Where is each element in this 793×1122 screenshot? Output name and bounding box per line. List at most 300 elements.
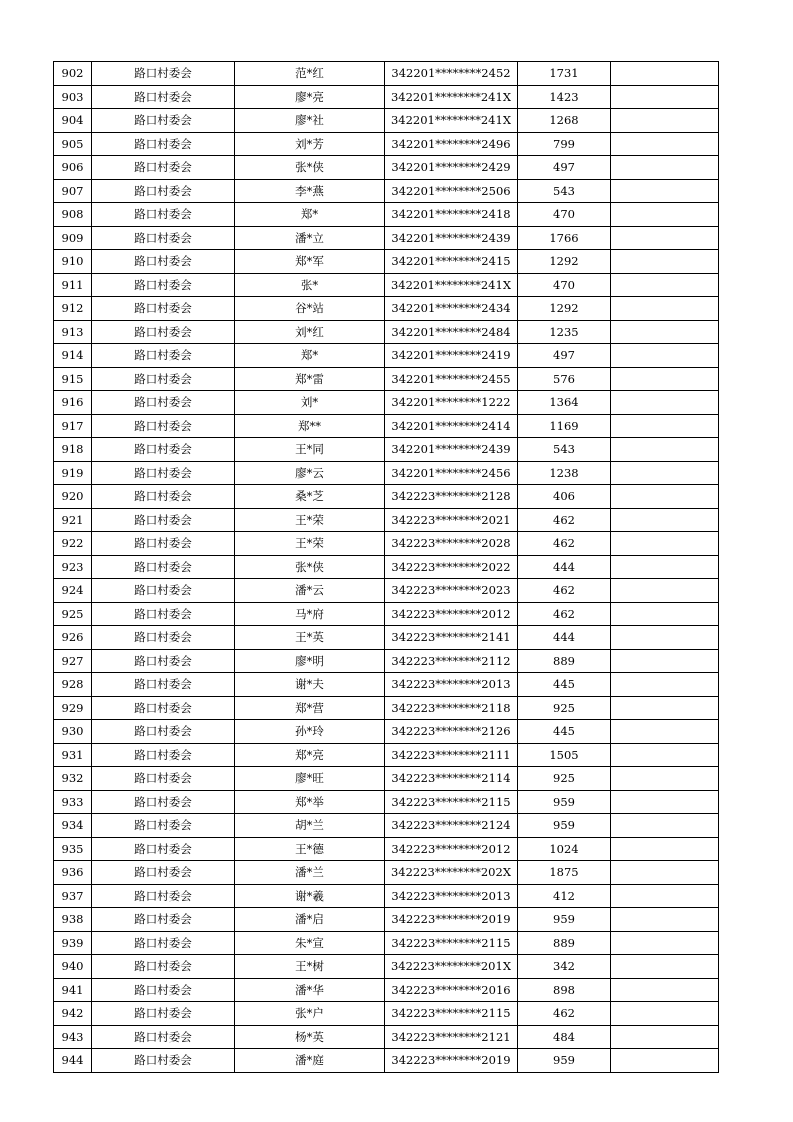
village-committee-cell: 路口村委会 xyxy=(92,978,235,1002)
row-number-cell: 911 xyxy=(54,273,92,297)
id-number-cell: 342223********2128 xyxy=(385,485,518,509)
table-row xyxy=(54,508,719,532)
table-row xyxy=(54,320,719,344)
row-number-cell: 932 xyxy=(54,767,92,791)
table-row xyxy=(54,931,719,955)
amount-cell: 1292 xyxy=(518,250,611,274)
remark-cell xyxy=(611,861,719,885)
person-name-cell: 桑*芝 xyxy=(235,485,385,509)
amount-cell: 925 xyxy=(518,767,611,791)
id-number-cell: 342223********2013 xyxy=(385,884,518,908)
id-number-cell: 342223********2115 xyxy=(385,931,518,955)
village-committee-cell: 路口村委会 xyxy=(92,85,235,109)
person-name-cell: 廖*明 xyxy=(235,649,385,673)
village-committee-cell: 路口村委会 xyxy=(92,555,235,579)
village-committee-cell: 路口村委会 xyxy=(92,508,235,532)
person-name-cell: 马*府 xyxy=(235,602,385,626)
row-number-cell: 905 xyxy=(54,132,92,156)
person-name-cell: 潘*兰 xyxy=(235,861,385,885)
table-row xyxy=(54,767,719,791)
id-number-cell: 342223********2019 xyxy=(385,908,518,932)
person-name-cell: 廖*旺 xyxy=(235,767,385,791)
person-name-cell: 王*英 xyxy=(235,626,385,650)
village-committee-cell: 路口村委会 xyxy=(92,132,235,156)
village-committee-cell: 路口村委会 xyxy=(92,837,235,861)
remark-cell xyxy=(611,367,719,391)
row-number-cell: 927 xyxy=(54,649,92,673)
remark-cell xyxy=(611,720,719,744)
id-number-cell: 342223********2012 xyxy=(385,837,518,861)
table-row xyxy=(54,555,719,579)
remark-cell xyxy=(611,62,719,86)
remark-cell xyxy=(611,109,719,133)
row-number-cell: 908 xyxy=(54,203,92,227)
table-row xyxy=(54,132,719,156)
person-name-cell: 王*荣 xyxy=(235,532,385,556)
id-number-cell: 342201********241X xyxy=(385,109,518,133)
table-row xyxy=(54,62,719,86)
amount-cell: 444 xyxy=(518,626,611,650)
amount-cell: 1505 xyxy=(518,743,611,767)
remark-cell xyxy=(611,532,719,556)
person-name-cell: 张* xyxy=(235,273,385,297)
row-number-cell: 940 xyxy=(54,955,92,979)
amount-cell: 1238 xyxy=(518,461,611,485)
row-number-cell: 928 xyxy=(54,673,92,697)
village-committee-cell: 路口村委会 xyxy=(92,461,235,485)
person-name-cell: 张*侠 xyxy=(235,156,385,180)
remark-cell xyxy=(611,1002,719,1026)
remark-cell xyxy=(611,696,719,720)
amount-cell: 445 xyxy=(518,720,611,744)
id-number-cell: 342201********2455 xyxy=(385,367,518,391)
remark-cell xyxy=(611,414,719,438)
amount-cell: 889 xyxy=(518,649,611,673)
row-number-cell: 943 xyxy=(54,1025,92,1049)
table-row xyxy=(54,1025,719,1049)
id-number-cell: 342223********2115 xyxy=(385,790,518,814)
person-name-cell: 刘*红 xyxy=(235,320,385,344)
table-row xyxy=(54,250,719,274)
amount-cell: 444 xyxy=(518,555,611,579)
person-name-cell: 廖*亮 xyxy=(235,85,385,109)
id-number-cell: 342201********2484 xyxy=(385,320,518,344)
village-committee-cell: 路口村委会 xyxy=(92,367,235,391)
remark-cell xyxy=(611,85,719,109)
table-row xyxy=(54,109,719,133)
table-row xyxy=(54,579,719,603)
table-row xyxy=(54,203,719,227)
village-committee-cell: 路口村委会 xyxy=(92,931,235,955)
table-row xyxy=(54,1002,719,1026)
person-name-cell: 张*户 xyxy=(235,1002,385,1026)
remark-cell xyxy=(611,978,719,1002)
row-number-cell: 941 xyxy=(54,978,92,1002)
id-number-cell: 342201********1222 xyxy=(385,391,518,415)
table-row xyxy=(54,179,719,203)
table-row xyxy=(54,884,719,908)
row-number-cell: 937 xyxy=(54,884,92,908)
id-number-cell: 342201********2506 xyxy=(385,179,518,203)
amount-cell: 1875 xyxy=(518,861,611,885)
row-number-cell: 914 xyxy=(54,344,92,368)
table-row xyxy=(54,955,719,979)
table-row xyxy=(54,673,719,697)
row-number-cell: 913 xyxy=(54,320,92,344)
table-row xyxy=(54,485,719,509)
person-name-cell: 杨*英 xyxy=(235,1025,385,1049)
row-number-cell: 923 xyxy=(54,555,92,579)
remark-cell xyxy=(611,555,719,579)
id-number-cell: 342201********2419 xyxy=(385,344,518,368)
village-committee-cell: 路口村委会 xyxy=(92,156,235,180)
village-committee-cell: 路口村委会 xyxy=(92,438,235,462)
village-committee-cell: 路口村委会 xyxy=(92,320,235,344)
amount-cell: 959 xyxy=(518,1049,611,1073)
remark-cell xyxy=(611,203,719,227)
id-number-cell: 342223********2112 xyxy=(385,649,518,673)
row-number-cell: 919 xyxy=(54,461,92,485)
table-row xyxy=(54,461,719,485)
id-number-cell: 342223********2021 xyxy=(385,508,518,532)
person-name-cell: 郑*亮 xyxy=(235,743,385,767)
amount-cell: 462 xyxy=(518,532,611,556)
row-number-cell: 925 xyxy=(54,602,92,626)
remark-cell xyxy=(611,250,719,274)
village-committee-cell: 路口村委会 xyxy=(92,908,235,932)
person-name-cell: 郑*举 xyxy=(235,790,385,814)
person-name-cell: 郑** xyxy=(235,414,385,438)
remark-cell xyxy=(611,602,719,626)
table-row xyxy=(54,837,719,861)
person-name-cell: 廖*云 xyxy=(235,461,385,485)
amount-cell: 1268 xyxy=(518,109,611,133)
person-name-cell: 胡*兰 xyxy=(235,814,385,838)
table-row xyxy=(54,814,719,838)
remark-cell xyxy=(611,908,719,932)
remark-cell xyxy=(611,837,719,861)
village-committee-cell: 路口村委会 xyxy=(92,814,235,838)
remark-cell xyxy=(611,297,719,321)
remark-cell xyxy=(611,673,719,697)
person-name-cell: 潘*云 xyxy=(235,579,385,603)
row-number-cell: 926 xyxy=(54,626,92,650)
row-number-cell: 903 xyxy=(54,85,92,109)
village-committee-cell: 路口村委会 xyxy=(92,179,235,203)
table-row xyxy=(54,297,719,321)
person-name-cell: 廖*社 xyxy=(235,109,385,133)
table-row xyxy=(54,226,719,250)
person-name-cell: 朱*宣 xyxy=(235,931,385,955)
table-row xyxy=(54,1049,719,1073)
amount-cell: 898 xyxy=(518,978,611,1002)
row-number-cell: 931 xyxy=(54,743,92,767)
id-number-cell: 342223********2022 xyxy=(385,555,518,579)
amount-cell: 1423 xyxy=(518,85,611,109)
village-committee-cell: 路口村委会 xyxy=(92,696,235,720)
village-committee-cell: 路口村委会 xyxy=(92,861,235,885)
table-row xyxy=(54,861,719,885)
id-number-cell: 342223********2126 xyxy=(385,720,518,744)
id-number-cell: 342223********2118 xyxy=(385,696,518,720)
person-name-cell: 张*侠 xyxy=(235,555,385,579)
row-number-cell: 920 xyxy=(54,485,92,509)
id-number-cell: 342223********2115 xyxy=(385,1002,518,1026)
person-name-cell: 郑*营 xyxy=(235,696,385,720)
remark-cell xyxy=(611,790,719,814)
person-name-cell: 郑*军 xyxy=(235,250,385,274)
village-committee-cell: 路口村委会 xyxy=(92,532,235,556)
row-number-cell: 930 xyxy=(54,720,92,744)
row-number-cell: 902 xyxy=(54,62,92,86)
person-name-cell: 潘*启 xyxy=(235,908,385,932)
village-committee-cell: 路口村委会 xyxy=(92,226,235,250)
village-committee-cell: 路口村委会 xyxy=(92,297,235,321)
village-committee-cell: 路口村委会 xyxy=(92,743,235,767)
village-committee-cell: 路口村委会 xyxy=(92,955,235,979)
village-committee-cell: 路口村委会 xyxy=(92,1049,235,1073)
amount-cell: 543 xyxy=(518,438,611,462)
id-number-cell: 342201********241X xyxy=(385,85,518,109)
amount-cell: 1731 xyxy=(518,62,611,86)
amount-cell: 959 xyxy=(518,790,611,814)
remark-cell xyxy=(611,156,719,180)
remark-cell xyxy=(611,626,719,650)
beneficiary-table xyxy=(53,61,719,1073)
remark-cell xyxy=(611,955,719,979)
row-number-cell: 935 xyxy=(54,837,92,861)
village-committee-cell: 路口村委会 xyxy=(92,579,235,603)
amount-cell: 925 xyxy=(518,696,611,720)
amount-cell: 1364 xyxy=(518,391,611,415)
row-number-cell: 916 xyxy=(54,391,92,415)
amount-cell: 445 xyxy=(518,673,611,697)
table-row xyxy=(54,414,719,438)
table-row xyxy=(54,367,719,391)
village-committee-cell: 路口村委会 xyxy=(92,109,235,133)
village-committee-cell: 路口村委会 xyxy=(92,884,235,908)
person-name-cell: 潘*庭 xyxy=(235,1049,385,1073)
id-number-cell: 342201********2429 xyxy=(385,156,518,180)
remark-cell xyxy=(611,226,719,250)
remark-cell xyxy=(611,579,719,603)
id-number-cell: 342201********2456 xyxy=(385,461,518,485)
village-committee-cell: 路口村委会 xyxy=(92,720,235,744)
amount-cell: 576 xyxy=(518,367,611,391)
row-number-cell: 918 xyxy=(54,438,92,462)
id-number-cell: 342223********202X xyxy=(385,861,518,885)
village-committee-cell: 路口村委会 xyxy=(92,649,235,673)
table-body xyxy=(54,62,719,1073)
village-committee-cell: 路口村委会 xyxy=(92,62,235,86)
id-number-cell: 342201********2414 xyxy=(385,414,518,438)
amount-cell: 959 xyxy=(518,908,611,932)
remark-cell xyxy=(611,743,719,767)
id-number-cell: 342223********2111 xyxy=(385,743,518,767)
id-number-cell: 342223********2016 xyxy=(385,978,518,1002)
village-committee-cell: 路口村委会 xyxy=(92,673,235,697)
person-name-cell: 郑*雷 xyxy=(235,367,385,391)
person-name-cell: 谷*站 xyxy=(235,297,385,321)
id-number-cell: 342223********2028 xyxy=(385,532,518,556)
table-row xyxy=(54,344,719,368)
person-name-cell: 郑* xyxy=(235,203,385,227)
table-row xyxy=(54,790,719,814)
amount-cell: 799 xyxy=(518,132,611,156)
table-row xyxy=(54,532,719,556)
village-committee-cell: 路口村委会 xyxy=(92,767,235,791)
amount-cell: 412 xyxy=(518,884,611,908)
amount-cell: 462 xyxy=(518,508,611,532)
table-row xyxy=(54,391,719,415)
remark-cell xyxy=(611,1049,719,1073)
row-number-cell: 936 xyxy=(54,861,92,885)
person-name-cell: 王*荣 xyxy=(235,508,385,532)
remark-cell xyxy=(611,884,719,908)
id-number-cell: 342201********2418 xyxy=(385,203,518,227)
row-number-cell: 934 xyxy=(54,814,92,838)
id-number-cell: 342201********2434 xyxy=(385,297,518,321)
village-committee-cell: 路口村委会 xyxy=(92,1025,235,1049)
row-number-cell: 906 xyxy=(54,156,92,180)
id-number-cell: 342223********2023 xyxy=(385,579,518,603)
village-committee-cell: 路口村委会 xyxy=(92,626,235,650)
amount-cell: 959 xyxy=(518,814,611,838)
row-number-cell: 904 xyxy=(54,109,92,133)
row-number-cell: 907 xyxy=(54,179,92,203)
person-name-cell: 谢*夫 xyxy=(235,673,385,697)
remark-cell xyxy=(611,438,719,462)
amount-cell: 543 xyxy=(518,179,611,203)
remark-cell xyxy=(611,179,719,203)
amount-cell: 470 xyxy=(518,273,611,297)
village-committee-cell: 路口村委会 xyxy=(92,485,235,509)
table-row xyxy=(54,649,719,673)
amount-cell: 889 xyxy=(518,931,611,955)
amount-cell: 1024 xyxy=(518,837,611,861)
id-number-cell: 342223********2121 xyxy=(385,1025,518,1049)
village-committee-cell: 路口村委会 xyxy=(92,391,235,415)
table-row xyxy=(54,696,719,720)
table-row xyxy=(54,720,719,744)
village-committee-cell: 路口村委会 xyxy=(92,414,235,438)
table-row xyxy=(54,273,719,297)
person-name-cell: 谢*羲 xyxy=(235,884,385,908)
person-name-cell: 王*德 xyxy=(235,837,385,861)
person-name-cell: 王*树 xyxy=(235,955,385,979)
remark-cell xyxy=(611,485,719,509)
amount-cell: 1169 xyxy=(518,414,611,438)
row-number-cell: 939 xyxy=(54,931,92,955)
row-number-cell: 909 xyxy=(54,226,92,250)
village-committee-cell: 路口村委会 xyxy=(92,344,235,368)
id-number-cell: 342201********2439 xyxy=(385,226,518,250)
person-name-cell: 潘*华 xyxy=(235,978,385,1002)
row-number-cell: 924 xyxy=(54,579,92,603)
person-name-cell: 王*同 xyxy=(235,438,385,462)
row-number-cell: 915 xyxy=(54,367,92,391)
village-committee-cell: 路口村委会 xyxy=(92,1002,235,1026)
row-number-cell: 938 xyxy=(54,908,92,932)
amount-cell: 1292 xyxy=(518,297,611,321)
remark-cell xyxy=(611,132,719,156)
table-row xyxy=(54,978,719,1002)
remark-cell xyxy=(611,391,719,415)
amount-cell: 484 xyxy=(518,1025,611,1049)
table-row xyxy=(54,438,719,462)
id-number-cell: 342201********2496 xyxy=(385,132,518,156)
row-number-cell: 917 xyxy=(54,414,92,438)
id-number-cell: 342223********2013 xyxy=(385,673,518,697)
remark-cell xyxy=(611,273,719,297)
row-number-cell: 922 xyxy=(54,532,92,556)
remark-cell xyxy=(611,508,719,532)
person-name-cell: 李*燕 xyxy=(235,179,385,203)
amount-cell: 462 xyxy=(518,1002,611,1026)
village-committee-cell: 路口村委会 xyxy=(92,250,235,274)
id-number-cell: 342201********2452 xyxy=(385,62,518,86)
amount-cell: 462 xyxy=(518,579,611,603)
amount-cell: 497 xyxy=(518,156,611,180)
remark-cell xyxy=(611,320,719,344)
person-name-cell: 范*红 xyxy=(235,62,385,86)
id-number-cell: 342223********2141 xyxy=(385,626,518,650)
remark-cell xyxy=(611,344,719,368)
amount-cell: 1766 xyxy=(518,226,611,250)
village-committee-cell: 路口村委会 xyxy=(92,273,235,297)
id-number-cell: 342201********2415 xyxy=(385,250,518,274)
remark-cell xyxy=(611,649,719,673)
id-number-cell: 342223********2124 xyxy=(385,814,518,838)
amount-cell: 406 xyxy=(518,485,611,509)
remark-cell xyxy=(611,1025,719,1049)
id-number-cell: 342201********241X xyxy=(385,273,518,297)
amount-cell: 470 xyxy=(518,203,611,227)
row-number-cell: 942 xyxy=(54,1002,92,1026)
table-row xyxy=(54,626,719,650)
remark-cell xyxy=(611,767,719,791)
village-committee-cell: 路口村委会 xyxy=(92,790,235,814)
row-number-cell: 933 xyxy=(54,790,92,814)
id-number-cell: 342223********2114 xyxy=(385,767,518,791)
row-number-cell: 944 xyxy=(54,1049,92,1073)
amount-cell: 462 xyxy=(518,602,611,626)
remark-cell xyxy=(611,461,719,485)
person-name-cell: 潘*立 xyxy=(235,226,385,250)
table-row xyxy=(54,908,719,932)
person-name-cell: 郑* xyxy=(235,344,385,368)
table-row xyxy=(54,743,719,767)
id-number-cell: 342223********2019 xyxy=(385,1049,518,1073)
amount-cell: 342 xyxy=(518,955,611,979)
person-name-cell: 刘* xyxy=(235,391,385,415)
table-row xyxy=(54,602,719,626)
person-name-cell: 孙*玲 xyxy=(235,720,385,744)
row-number-cell: 910 xyxy=(54,250,92,274)
id-number-cell: 342223********201X xyxy=(385,955,518,979)
row-number-cell: 929 xyxy=(54,696,92,720)
table-row xyxy=(54,156,719,180)
village-committee-cell: 路口村委会 xyxy=(92,203,235,227)
remark-cell xyxy=(611,931,719,955)
id-number-cell: 342201********2439 xyxy=(385,438,518,462)
row-number-cell: 912 xyxy=(54,297,92,321)
amount-cell: 497 xyxy=(518,344,611,368)
remark-cell xyxy=(611,814,719,838)
person-name-cell: 刘*芳 xyxy=(235,132,385,156)
village-committee-cell: 路口村委会 xyxy=(92,602,235,626)
table-row xyxy=(54,85,719,109)
